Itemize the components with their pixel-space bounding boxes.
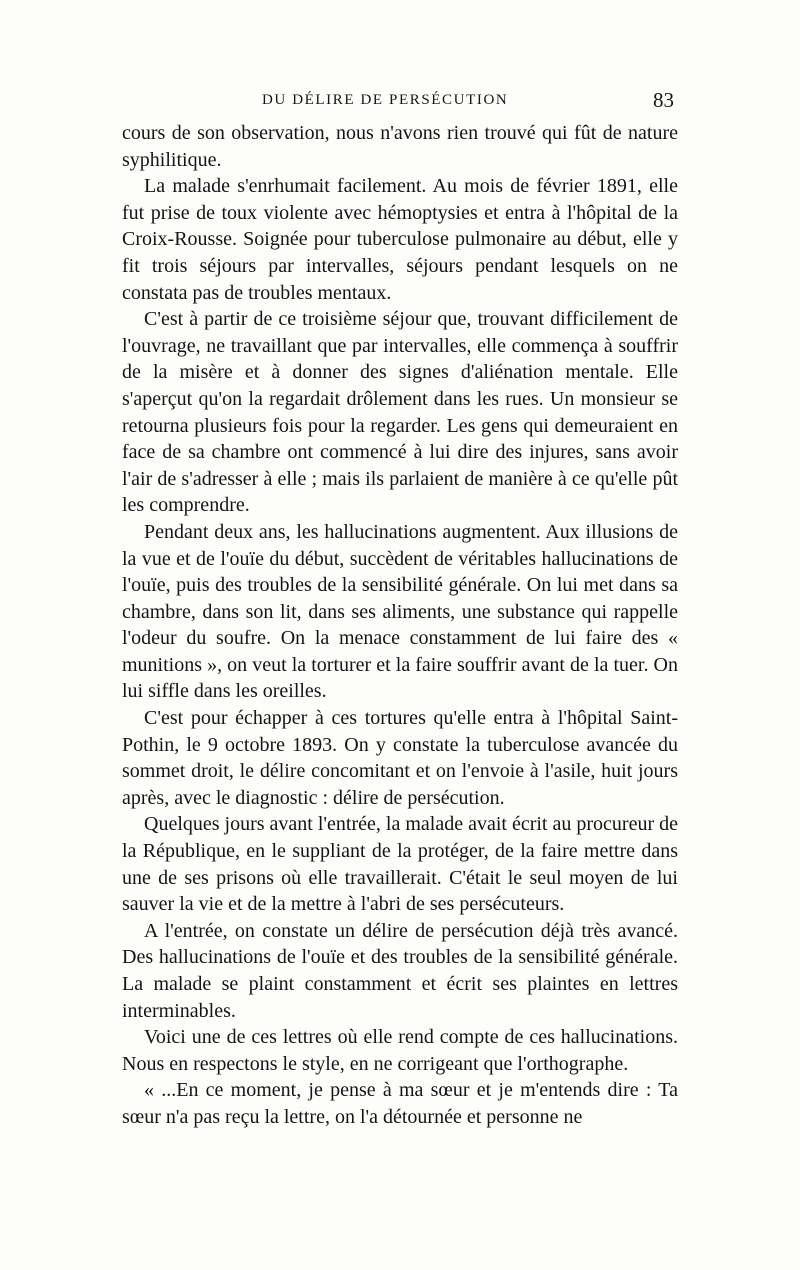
paragraph: C'est pour échapper à ces tortures qu'elle entra à l'hôpital Saint-Pothin, le 9 octobre 1893. On y constate la tuberculose avancée du sommet droit, le délire concomitant et on l'envoie à l'asile, huit jours après, avec le diagnostic : délire de persécution. [122,707,678,809]
running-header [122,88,678,118]
letter-quote: « ...En ce moment, je pense à ma sœur et je m'entends dire : Ta sœur n'a pas reçu la lettre, on l'a détournée et personne ne [122,1079,678,1128]
page-number: 83 [653,88,674,112]
paragraph: Quelques jours avant l'entrée, la malade avait écrit au procureur de la République, en le suppliant de la protéger, de la faire mettre dans une de ses prisons où elle travaillerait. C'était le seul moyen de lui sauver la vie et de la mettre à l'abri de ses persécuteurs. [122,813,678,916]
paragraph-continued: cours de son observation, nous n'avons rien trouvé qui fût de nature syphilitique. [122,122,678,171]
paragraph: Voici une de ces lettres où elle rend compte de ces hallucinations. Nous en respectons le style, en ne corrigeant que l'orthographe. [122,1026,678,1075]
paragraph: La malade s'enrhumait facilement. Au mois de février 1891, elle fut prise de toux violente avec hémoptysies et entra à l'hôpital de la Croix-Rousse. Soignée pour tuberculose pulmonaire au début, elle y fit trois séjours par intervalles, séjours pendant lesquels on ne constata pas de troubles mentaux. [122,175,678,304]
paragraph: Pendant deux ans, les hallucinations augmentent. Aux illusions de la vue et de l'ouïe du début, succèdent de véritables hallucinations de l'ouïe, puis des troubles de la sensibilité générale. On lui met dans sa chambre, dans son lit, dans ses aliments, une substance qui rappelle l'odeur du soufre. On la menace constamment de lui faire des « munitions », on veut la torturer et la faire souffrir avant de la tuer. On lui siffle dans les oreilles. [122,520,678,703]
paragraph: A l'entrée, on constate un délire de persécution déjà très avancé. Des hallucinations de l'ouïe et des troubles de la sensibilité générale. La malade se plaint constamment et écrit ses plaintes en lettres interminables. [122,919,678,1022]
book-page [122,88,678,1131]
running-title: DU DÉLIRE DE PERSÉCUTION [262,92,509,108]
body-text [122,120,678,1131]
paragraph: C'est à partir de ce troisième séjour que, trouvant difficilement de l'ouvrage, ne travaillant que par intervalles, elle commença à souffrir de la misère et à donner des signes d'aliénation mentale. Elle s'aperçut qu'on la regardait drôlement dans les rues. Un monsieur se retourna plusieurs fois pour la regarder. Les gens qui demeuraient en face de sa chambre ont commencé à lui dire des injures, sans avoir l'air de s'adresser à elle ; mais ils parlaient de manière à ce qu'elle pût les comprendre. [122,308,678,517]
